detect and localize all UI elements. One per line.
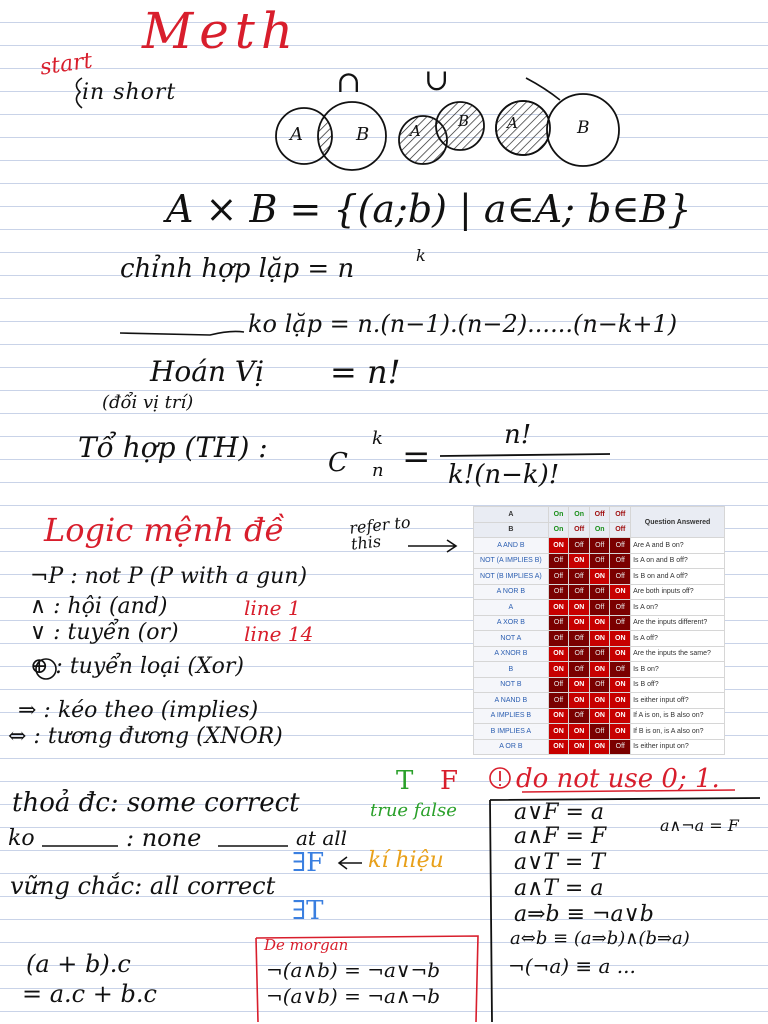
chinh-hop-lap-exponent: k: [416, 246, 426, 265]
truth-table-question: Is A on?: [631, 600, 725, 616]
exists-f: ∃F: [292, 848, 325, 878]
truth-table-row: [474, 600, 725, 616]
truth-table-row: [474, 677, 725, 693]
truth-table-value: ON: [610, 677, 631, 693]
identity-side-note: a∧¬a = F: [660, 816, 739, 835]
to-hop-k: k: [372, 428, 383, 449]
truth-table-value: ON: [569, 553, 590, 569]
truth-table-value: Off: [569, 538, 590, 554]
logic-line-1: line 1: [244, 596, 301, 620]
truth-table-value: Off: [610, 553, 631, 569]
truth-table-question: If B is on, is A also on?: [631, 724, 725, 740]
distributive-line-1: (a + b).c: [26, 950, 131, 978]
truth-table-value: ON: [610, 631, 631, 647]
identity-7: ¬(¬a) ≡ a ...: [508, 954, 636, 978]
logic-item-xnor: ⇔ : tương đương (XNOR): [8, 724, 283, 749]
in-short-label: in short: [82, 80, 177, 105]
header-question: Question Answered: [631, 507, 725, 538]
truth-table: [473, 506, 725, 755]
truth-table-operation: A NOR B: [474, 584, 549, 600]
truth-table-value: Off: [548, 584, 569, 600]
union-symbol: ∪: [424, 63, 450, 98]
truth-table-value: ON: [569, 677, 590, 693]
f-symbol: F: [440, 766, 459, 796]
header-a: A: [474, 507, 549, 523]
venn2-label-b: B: [458, 112, 470, 130]
truth-table-operation: B: [474, 662, 549, 678]
ki-hieu-arrow: [339, 857, 362, 869]
to-hop-fraction-bar: [440, 454, 610, 456]
truth-table-value: ON: [589, 708, 610, 724]
identity-5: a⇒b ≡ ¬a∨b: [514, 902, 654, 927]
truth-table-value: ON: [610, 724, 631, 740]
truth-table-value: Off: [589, 538, 610, 554]
b-col-3: Off: [610, 522, 631, 538]
truth-table-value: ON: [569, 693, 590, 709]
chinh-hop-lap: chỉnh hợp lặp = n: [120, 254, 355, 284]
truth-table-question: Are A and B on?: [631, 538, 725, 554]
truth-table-value: ON: [610, 646, 631, 662]
truth-table-operation: NOT (A IMPLIES B): [474, 553, 549, 569]
a-col-1: On: [569, 507, 590, 523]
truth-table-value: Off: [569, 631, 590, 647]
truth-table-value: ON: [569, 600, 590, 616]
truth-table-value: Off: [569, 662, 590, 678]
logic-line-14: line 14: [244, 622, 314, 646]
truth-table-body: [474, 538, 725, 755]
b-col-1: Off: [569, 522, 590, 538]
truth-table-value: Off: [589, 646, 610, 662]
truth-table-question: Are both inputs off?: [631, 584, 725, 600]
truth-table-value: Off: [589, 677, 610, 693]
doi-vi-tri: (đổi vị trí): [102, 392, 194, 413]
truth-table-value: Off: [610, 569, 631, 585]
truth-table-question: Is B on and A off?: [631, 569, 725, 585]
truth-table-row: [474, 615, 725, 631]
venn2-label-a: A: [410, 122, 421, 140]
truth-table-value: Off: [569, 646, 590, 662]
true-false-label: true false: [370, 800, 457, 821]
de-morgan-heading: De morgan: [264, 936, 349, 954]
logic-heading: Logic mệnh đề: [44, 511, 285, 549]
truth-table-value: Off: [610, 615, 631, 631]
venn1-label-a: A: [290, 124, 303, 145]
truth-table-operation: NOT A: [474, 631, 549, 647]
truth-table-value: ON: [569, 739, 590, 755]
truth-table-header-a: [474, 507, 725, 523]
logic-item-implies: ⇒ : kéo theo (implies): [18, 698, 259, 723]
identity-6: a⇔b ≡ (a⇒b)∧(b⇒a): [510, 928, 690, 949]
truth-table-value: ON: [548, 708, 569, 724]
logic-item-xor: ⊕ : tuyển loại (Xor): [30, 654, 244, 679]
chinh-hop-ko-lap: ko lặp = n.(n−1).(n−2)......(n−k+1): [248, 310, 678, 338]
identity-1: a∨F = a: [514, 800, 605, 825]
identity-3: a∨T = T: [514, 850, 605, 875]
truth-table-value: Off: [610, 600, 631, 616]
truth-table-question: Is A off?: [631, 631, 725, 647]
to-hop-numerator: n!: [504, 420, 532, 450]
truth-table-question: Is A on and B off?: [631, 553, 725, 569]
venn1-label-b: B: [356, 124, 370, 145]
truth-table-value: ON: [548, 724, 569, 740]
start-label: start: [38, 48, 95, 81]
truth-table-value: ON: [548, 662, 569, 678]
truth-table-value: Off: [569, 569, 590, 585]
exists-t: ∃T: [292, 896, 324, 926]
truth-table-operation: NOT (B IMPLIES A): [474, 569, 549, 585]
truth-table-value: ON: [589, 662, 610, 678]
warning-text: do not use 0; 1.: [516, 764, 720, 794]
truth-table-operation: B IMPLIES A: [474, 724, 549, 740]
truth-table-operation: NOT B: [474, 677, 549, 693]
to-hop-n: n: [372, 460, 384, 481]
truth-table-value: Off: [548, 615, 569, 631]
truth-table-row: [474, 724, 725, 740]
identity-4: a∧T = a: [514, 876, 604, 901]
hoan-vi-value: = n!: [330, 353, 401, 391]
a-col-2: Off: [589, 507, 610, 523]
truth-table-value: Off: [589, 584, 610, 600]
logic-item-or: ∨ : tuyển (or): [30, 620, 179, 645]
truth-table-operation: A: [474, 600, 549, 616]
truth-table-value: ON: [589, 615, 610, 631]
identity-2: a∧F = F: [514, 824, 607, 849]
truth-table-value: Off: [569, 708, 590, 724]
ko-label: ko: [8, 826, 35, 851]
truth-table-value: ON: [548, 646, 569, 662]
venn3-label-a: A: [507, 114, 518, 132]
b-col-2: On: [589, 522, 610, 538]
venn3-label-b: B: [577, 118, 590, 138]
truth-table-value: Off: [548, 693, 569, 709]
truth-table-row: [474, 739, 725, 755]
a-col-3: Off: [610, 507, 631, 523]
truth-table-value: Off: [548, 569, 569, 585]
truth-table-value: ON: [589, 569, 610, 585]
truth-table-operation: A XNOR B: [474, 646, 549, 662]
truth-table-row: [474, 584, 725, 600]
truth-table-row: [474, 569, 725, 585]
vung-chac: vững chắc: all correct: [10, 872, 276, 900]
truth-table-question: Is B on?: [631, 662, 725, 678]
truth-table-value: ON: [589, 693, 610, 709]
truth-table-value: ON: [569, 724, 590, 740]
to-hop-c: C: [328, 448, 348, 478]
at-all-label: at all: [296, 826, 348, 850]
de-morgan-line-1: ¬(a∧b) = ¬a∨¬b: [266, 958, 441, 982]
thoa-dc: thoả đc: some correct: [12, 788, 300, 818]
truth-table-operation: A XOR B: [474, 615, 549, 631]
truth-table-value: Off: [589, 724, 610, 740]
to-hop-label: Tổ hợp (TH) :: [78, 431, 268, 464]
de-morgan-line-2: ¬(a∨b) = ¬a∧¬b: [266, 984, 441, 1008]
truth-table-row: [474, 646, 725, 662]
to-hop-denominator: k!(n−k)!: [448, 460, 560, 490]
a-col-0: On: [548, 507, 569, 523]
truth-table-row: [474, 693, 725, 709]
truth-table-value: Off: [569, 584, 590, 600]
header-b: B: [474, 522, 549, 538]
none-label: : none: [126, 824, 202, 852]
distributive-line-2: = a.c + b.c: [22, 980, 157, 1008]
ki-hieu-label: kí hiệu: [368, 848, 444, 873]
truth-table-value: Off: [589, 600, 610, 616]
truth-table-value: ON: [548, 739, 569, 755]
truth-table-question: If A is on, is B also on?: [631, 708, 725, 724]
truth-table-value: ON: [589, 631, 610, 647]
truth-table-question: Is either input on?: [631, 739, 725, 755]
truth-table-value: ON: [569, 615, 590, 631]
truth-table-operation: A NAND B: [474, 693, 549, 709]
intersection-symbol: ∩: [336, 65, 362, 100]
truth-table-question: Are the inputs different?: [631, 615, 725, 631]
page-title: Meth: [142, 2, 300, 60]
truth-table-operation: A AND B: [474, 538, 549, 554]
truth-table-row: [474, 631, 725, 647]
truth-table-question: Are the inputs the same?: [631, 646, 725, 662]
hoan-vi: Hoán Vị: [150, 355, 265, 388]
to-hop-equals: =: [402, 437, 431, 477]
truth-table-value: Off: [589, 553, 610, 569]
truth-table-operation: A OR B: [474, 739, 549, 755]
truth-table-question: Is B off?: [631, 677, 725, 693]
truth-table-value: ON: [548, 538, 569, 554]
truth-table-value: Off: [548, 677, 569, 693]
truth-table-value: ON: [589, 739, 610, 755]
logic-item-not: ¬P : not P (P with a gun): [30, 564, 308, 589]
b-col-0: On: [548, 522, 569, 538]
truth-table-row: [474, 708, 725, 724]
chinh-hop-blank-line: [120, 331, 244, 335]
truth-table-operation: A IMPLIES B: [474, 708, 549, 724]
refer-note: refer to this: [348, 512, 412, 554]
truth-table-value: ON: [610, 693, 631, 709]
truth-table-value: ON: [610, 584, 631, 600]
t-symbol: T: [396, 766, 414, 796]
truth-table-row: [474, 553, 725, 569]
truth-table-value: ON: [610, 708, 631, 724]
logic-item-and: ∧ : hội (and): [30, 594, 168, 619]
truth-table-value: ON: [548, 600, 569, 616]
truth-table-row: [474, 538, 725, 554]
truth-table-value: Off: [610, 662, 631, 678]
truth-table-row: [474, 662, 725, 678]
truth-table-value: Off: [610, 739, 631, 755]
truth-table-question: Is either input off?: [631, 693, 725, 709]
cartesian-product: A × B = {(a;b) | a∈A; b∈B}: [166, 187, 692, 231]
truth-table-value: Off: [548, 631, 569, 647]
truth-table-value: Off: [548, 553, 569, 569]
truth-table-value: Off: [610, 538, 631, 554]
